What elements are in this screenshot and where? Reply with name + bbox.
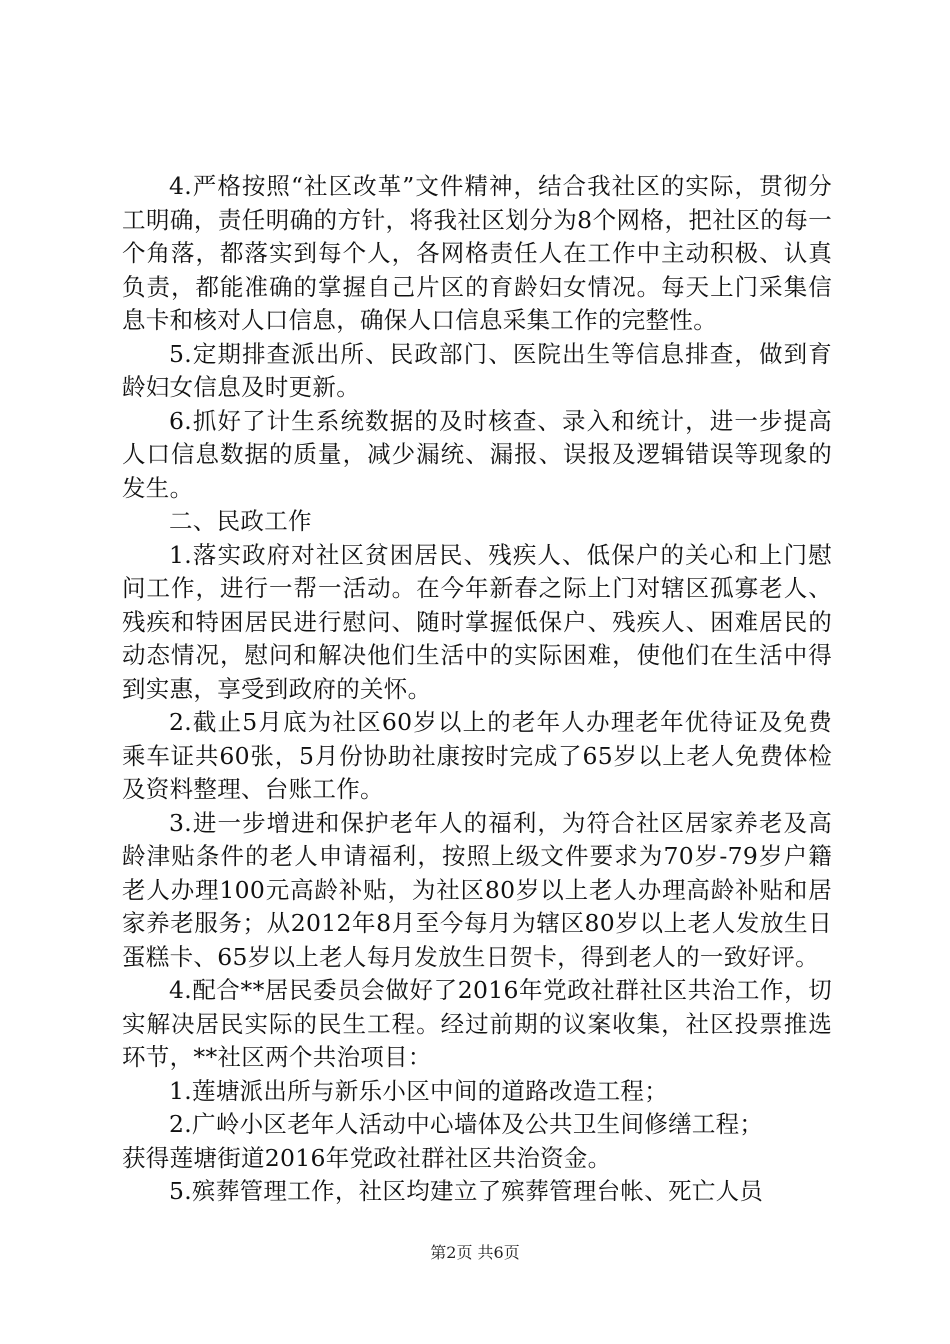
section-heading-civil-affairs: 二、民政工作 xyxy=(169,507,312,535)
project-item-1: 1.莲塘派出所与新乐小区中间的道路改造工程； xyxy=(169,1076,669,1105)
document-body xyxy=(122,170,832,1209)
paragraph-funding-result: 获得莲塘街道2016年党政社群社区共治资金。 xyxy=(122,1143,612,1172)
project-item-2: 2.广岭小区老年人活动中心墙体及公共卫生间修缮工程； xyxy=(169,1110,764,1138)
paragraph-civil-1: 1.落实政府对社区贫困居民、残疾人、低保户的关心和上门慰问工作，进行一帮一活动。在今年新春之际上门对辖区孤寡老人、残疾和特困居民进行慰问、随时掌握低保户、残疾人、困难居民的动态情况，慰问和解决他们生活中的实际困难，使他们在生活中得到实惠，享受到政府的关怀。 xyxy=(122,540,832,703)
paragraph-civil-4: 4.配合**居民委员会做好了2016年党政社群社区共治工作，切实解决居民实际的民生工程。经过前期的议案收集，社区投票推选环节，**社区两个共治项目： xyxy=(122,976,832,1071)
paragraph-civil-3: 3.进一步增进和保护老年人的福利，为符合社区居家养老及高龄津贴条件的老人申请福利，按照上级文件要求为70岁-79岁户籍老人办理100元高龄补贴，为社区80岁以上老人办理高龄补贴和居家养老服务；从2012年8月至今每月为辖区80岁以上老人发放生日蛋糕卡、65岁以上老人每月发放生日贺卡，得到老人的一致好评。 xyxy=(122,808,832,971)
page-footer: 第2页 共6页 xyxy=(430,1243,520,1262)
paragraph-civil-2: 2.截止5月底为社区60岁以上的老年人办理老年优待证及免费乘车证共60张，5月份协助社康按时完成了65岁以上老人免费体检及资料整理、台账工作。 xyxy=(122,708,832,803)
paragraph-civil-5: 5.殡葬管理工作，社区均建立了殡葬管理台帐、死亡人员 xyxy=(169,1177,764,1205)
paragraph-item-6-data: 6.抓好了计生系统数据的及时核查、录入和统计，进一步提高人口信息数据的质量，减少漏统、漏报、误报及逻辑错误等现象的发生。 xyxy=(122,406,832,502)
paragraph-item-5-check: 5.定期排查派出所、民政部门、医院出生等信息排查，做到育龄妇女信息及时更新。 xyxy=(122,339,832,401)
paragraph-item-4-grid: 4.严格按照“社区改革”文件精神，结合我社区的实际，贯彻分工明确，责任明确的方针，将我社区划分为8个网格，把社区的每一个角落，都落实到每个人，各网格责任人在工作中主动积极、认真负责，都能准确的掌握自己片区的育龄妇女情况。每天上门采集信息卡和核对人口信息，确保人口信息采集工作的完整性。 xyxy=(122,172,832,334)
